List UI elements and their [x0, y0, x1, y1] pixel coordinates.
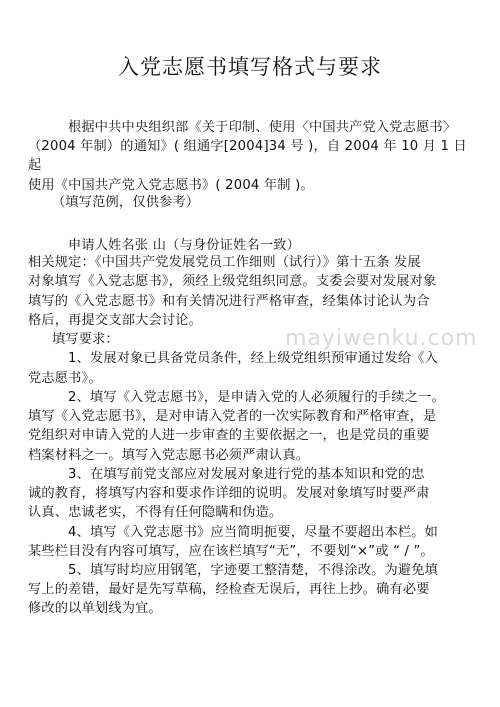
body-line: 相关规定：《中国共产党发展党员工作细则（试行）》第十五条 发展 [28, 255, 421, 270]
page-title: 入党志愿书填写格式与要求 [118, 55, 382, 79]
body-line: 对象填写《入党志愿书》，须经上级党组织同意。支委会要对发展对象 [28, 274, 437, 289]
body-line: 5、填写时均应用钢笔，字迹要工整清楚，不得涂改。为避免填 [68, 563, 439, 578]
body-line: 认真、忠诚老实，不得有任何隐瞒和伪造。 [28, 505, 283, 520]
body-line: 党志愿书》。 [28, 371, 102, 386]
body-line: 起 [28, 158, 42, 173]
body-line: 使用《中国共产党入党志愿书》( 2004 年制 )。 [28, 178, 314, 193]
watermark: mayiwenku.com [285, 326, 478, 351]
body-line: 4、填写《入党志愿书》应当简明扼要，尽量不要超出本栏。如 [68, 525, 439, 540]
body-line: （填写范例，仅供参考） [52, 195, 200, 210]
applicant-line: 申请人姓名张 山（与身份证姓名一致） [68, 238, 300, 253]
body-line: 党组织对申请入党的人进一步审查的主要依据之一，也是党员的重要 [28, 428, 430, 443]
body-line: 1、发展对象已具备党员条件，经上级党组织预审通过发给《入 [68, 351, 439, 366]
body-line: 某些栏目没有内容可填写，应在该栏填写“无”，不要划“×”或 “ / ”。 [28, 544, 434, 559]
body-line: 档案材料之一。填写入党志愿书必须严肃认真。 [28, 448, 310, 463]
body-line: 2、填写《入党志愿书》，是申请入党的人必须履行的手续之一。 [68, 390, 445, 405]
body-line: 诚的教育，将填写内容和要求作详细的说明。发展对象填写时要严肃 [28, 486, 430, 501]
body-line: 修改的以单划线为宜。 [28, 601, 162, 616]
body-line: 3、在填写前党支部应对发展对象进行党的基本知识和党的忠 [68, 467, 425, 482]
body-line: 根据中共中央组织部《关于印制、使用〈中国共产党入党志愿书〉 [68, 120, 457, 135]
body-line: 写上的差错，最好是先写草稿，经检查无误后，再往上抄。确有必要 [28, 582, 430, 597]
section-heading: 填写要求： [52, 332, 119, 347]
body-line: 填写《入党志愿书》，是对申请入党者的一次实际教育和严格审查，是 [28, 409, 437, 424]
body-line: （2004 年制）的通知》( 组通字[2004]34 号 )，自 2004 年 10 月 1 日 [28, 139, 467, 154]
body-line: 填写的《入党志愿书》和有关情况进行严格审查，经集体讨论认为合 [28, 294, 430, 309]
body-line: 格后，再提交支部大会讨论。 [28, 313, 203, 328]
